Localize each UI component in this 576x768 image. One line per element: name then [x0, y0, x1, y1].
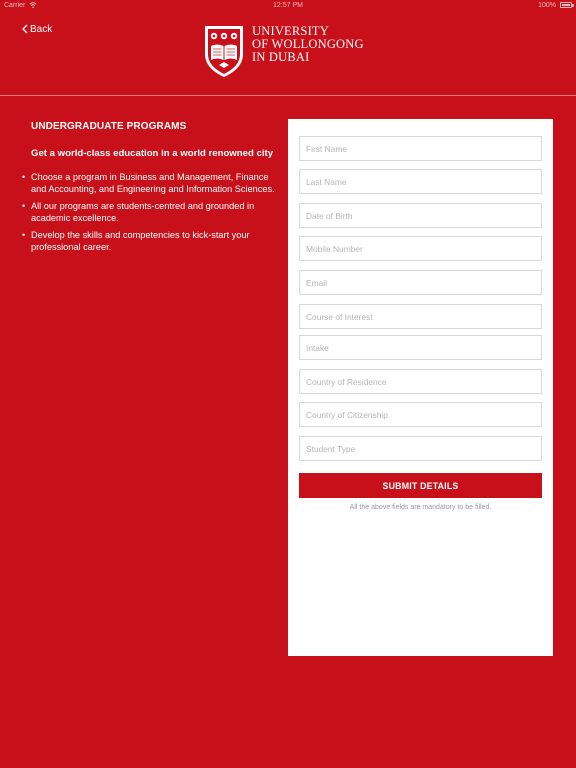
- mobile-number-field: [299, 236, 542, 261]
- country-of-citizenship-field: [299, 402, 542, 427]
- carrier-label: Carrier: [4, 2, 26, 9]
- email-field: [299, 270, 542, 295]
- status-time: 12:57 PM: [273, 2, 303, 9]
- program-info: [22, 121, 281, 259]
- battery-tip: [572, 4, 574, 7]
- country-of-residence-input[interactable]: [300, 370, 541, 393]
- student-type-field: [299, 436, 542, 461]
- last-name-input[interactable]: [300, 170, 541, 193]
- logo-line-2: OF WOLLONGONG: [252, 37, 364, 51]
- status-bar: [0, 0, 576, 12]
- country-of-residence-field: [299, 369, 542, 394]
- mandatory-note: All the above fields are mandatory to be filled.: [349, 504, 492, 511]
- country-of-citizenship-input[interactable]: [300, 403, 541, 426]
- submit-details-button[interactable]: SUBMIT DETAILS: [299, 473, 542, 498]
- university-logo: [203, 24, 375, 80]
- crest-icon: [203, 24, 245, 78]
- mobile-number-input[interactable]: [300, 237, 541, 260]
- bullet-text: Develop the skills and competencies to kick-start your professional career.: [31, 230, 250, 252]
- back-button[interactable]: [22, 22, 52, 36]
- header-divider: [0, 95, 576, 96]
- course-of-interest-field: [299, 304, 542, 329]
- date-of-birth-field: [299, 203, 542, 228]
- logo-wordmark: [252, 25, 364, 64]
- list-item: [22, 230, 281, 253]
- logo-line-3: IN DUBAI: [252, 50, 310, 64]
- list-item: [22, 172, 281, 195]
- battery-icon: [560, 2, 572, 8]
- logo-line-1: UNIVERSITY: [252, 24, 329, 38]
- date-of-birth-input[interactable]: [300, 204, 541, 227]
- enquiry-form: [288, 119, 553, 656]
- chevron-left-icon: [22, 24, 28, 34]
- bullet-text: Choose a program in Business and Management, Finance and Accounting, and Engineering and Information Sciences.: [31, 172, 275, 194]
- last-name-field: [299, 169, 542, 194]
- list-item: [22, 201, 281, 224]
- bullet-icon: •: [22, 230, 26, 240]
- first-name-input[interactable]: [300, 137, 541, 160]
- intake-field: [299, 335, 542, 360]
- back-label: Back: [30, 23, 53, 35]
- intake-input[interactable]: [300, 336, 541, 359]
- student-type-input[interactable]: [300, 437, 541, 460]
- battery-percent: 100%: [538, 2, 556, 9]
- bullet-text: All our programs are students-centred and grounded in academic excellence.: [31, 201, 255, 223]
- program-title: UNDERGRADUATE PROGRAMS: [31, 121, 187, 132]
- course-of-interest-input[interactable]: [300, 305, 541, 328]
- program-tagline: Get a world-class education in a world renowned city: [31, 148, 274, 159]
- bullet-icon: •: [22, 201, 26, 211]
- bullet-icon: •: [22, 172, 26, 182]
- program-bullet-list: [22, 172, 281, 253]
- email-input[interactable]: [300, 271, 541, 294]
- first-name-field: [299, 136, 542, 161]
